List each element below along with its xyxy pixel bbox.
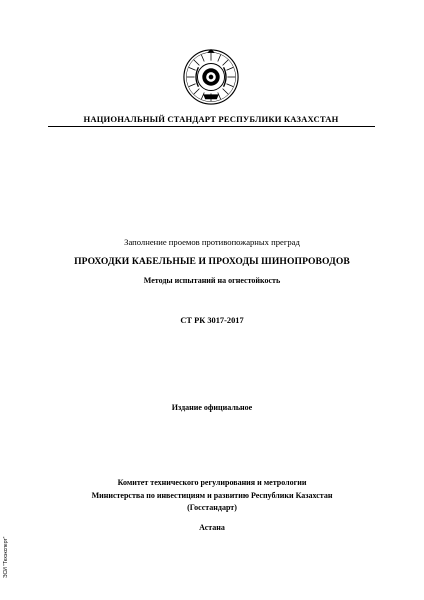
- organization-line-2: Министерства по инвестициям и развитию Республики Казахстан: [91, 490, 333, 500]
- edition-label: Издание официальное: [171, 403, 253, 412]
- kazakhstan-state-emblem-icon: [182, 48, 240, 106]
- document-title: ПРОХОДКИ КАБЕЛЬНЫЕ И ПРОХОДЫ ШИНОПРОВОДОВ: [74, 256, 350, 267]
- national-standard-header: НАЦИОНАЛЬНЫЙ СТАНДАРТ РЕСПУБЛИКИ КАЗАХСТАН: [83, 114, 339, 124]
- header-divider: [48, 126, 375, 127]
- standard-code: СТ РК 3017-2017: [180, 316, 244, 325]
- document-subtitle: Заполнение проемов противопожарных преград: [124, 237, 300, 247]
- organization-line-3: (Госстандарт): [187, 503, 237, 512]
- publication-city: Астана: [199, 523, 225, 532]
- organization-block: [0, 477, 424, 515]
- document-methods-subtitle: Методы испытаний на огнестойкость: [143, 276, 281, 285]
- organization-line-1: Комитет технического регулирования и метрологии: [117, 478, 307, 487]
- side-watermark-note: ЭСИ "Техэксперт": [3, 536, 9, 578]
